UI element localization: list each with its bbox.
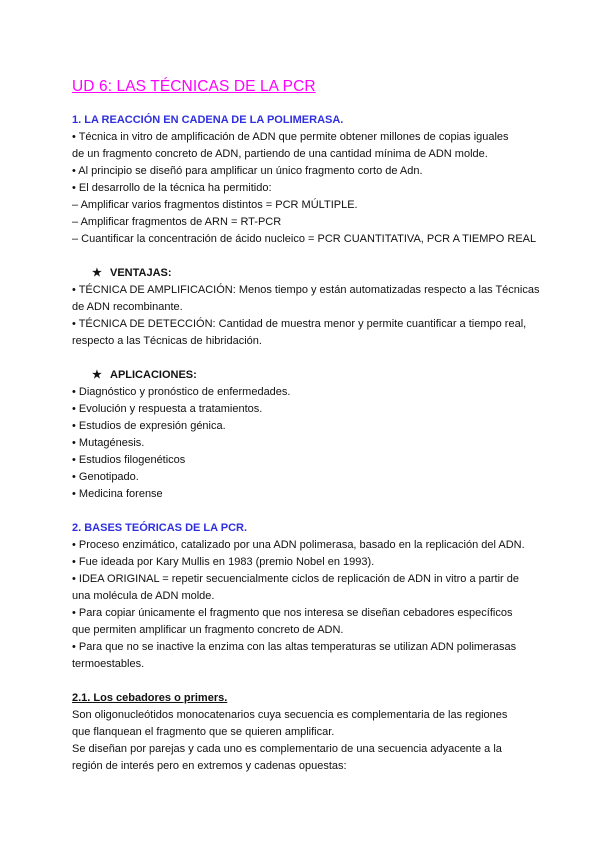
section-2-1-heading: 2.1. Los cebadores o primers.	[72, 692, 228, 704]
aplicaciones-heading-text: APLICACIONES:	[110, 369, 197, 381]
section-1-heading: 1. LA REACCIÓN EN CADENA DE LA POLIMERASA.	[72, 114, 344, 126]
section-2-line-6: • Para que no se inactive la enzima con las altas temperaturas se utilizan ADN polimerasas	[72, 641, 517, 653]
section-1-line-2: • Al principio se diseñó para amplificar un único fragmento corto de Adn.	[72, 165, 423, 177]
section-2-line-1: • Fue ideada por Kary Mullis en 1983 (premio Nobel en 1993).	[72, 556, 375, 568]
section-2-1-line-2: Se diseñan por parejas y cada uno es complementario de una secuencia adyacente a la	[72, 743, 502, 755]
section-2-1-line-3: región de interés pero en extremos y cadenas opuestas:	[72, 760, 347, 772]
ventajas-line-1: de ADN recombinante.	[72, 301, 183, 313]
section-2-line-5: que permiten amplificar un fragmento concreto de ADN.	[72, 624, 344, 636]
ventajas-heading	[92, 266, 172, 280]
section-1-line-1: de un fragmento concreto de ADN, partiendo de una cantidad mínima de ADN molde.	[72, 148, 488, 160]
star-icon: ★	[92, 267, 102, 279]
section-2-line-4: • Para copiar únicamente el fragmento que nos interesa se diseñan cebadores específicos	[72, 607, 513, 619]
aplicaciones-heading	[92, 368, 197, 382]
ventajas-line-3: respecto a las Técnicas de hibridación.	[72, 335, 262, 347]
section-1-line-0: • Técnica in vitro de amplificación de ADN que permite obtener millones de copias iguales	[72, 131, 509, 143]
star-icon: ★	[92, 369, 102, 381]
section-2-heading: 2. BASES TEÓRICAS DE LA PCR.	[72, 522, 248, 534]
aplicaciones-line-6: • Medicina forense	[72, 488, 163, 500]
section-2-line-7: termoestables.	[72, 658, 145, 670]
section-2-line-0: • Proceso enzimático, catalizado por una ADN polimerasa, basado en la replicación del ADN.	[72, 539, 525, 551]
ventajas-line-0: • TÉCNICA DE AMPLIFICACIÓN: Menos tiempo y están automatizadas respecto a las Técnicas	[72, 284, 540, 296]
ventajas-line-2: • TÉCNICA DE DETECCIÓN: Cantidad de muestra menor y permite cuantificar a tiempo real,	[72, 318, 527, 330]
section-1-line-6: – Cuantificar la concentración de ácido nucleico = PCR CUANTITATIVA, PCR A TIEMPO REAL	[72, 233, 537, 245]
aplicaciones-line-1: • Evolución y respuesta a tratamientos.	[72, 403, 263, 415]
section-2-line-2: • IDEA ORIGINAL = repetir secuencialmente ciclos de replicación de ADN in vitro a partir de	[72, 573, 520, 585]
ventajas-heading-text: VENTAJAS:	[110, 267, 172, 279]
aplicaciones-line-0: • Diagnóstico y pronóstico de enfermedades.	[72, 386, 291, 398]
section-1-line-4: – Amplificar varios fragmentos distintos = PCR MÚLTIPLE.	[72, 199, 358, 211]
aplicaciones-line-4: • Estudios filogenéticos	[72, 454, 186, 466]
section-2-1-line-0: Son oligonucleótidos monocatenarios cuya secuencia es complementaria de las regiones	[72, 709, 508, 721]
aplicaciones-line-2: • Estudios de expresión génica.	[72, 420, 226, 432]
aplicaciones-line-5: • Genotipado.	[72, 471, 139, 483]
aplicaciones-line-3: • Mutagénesis.	[72, 437, 145, 449]
section-2-line-3: una molécula de ADN molde.	[72, 590, 215, 602]
section-2-1-line-1: que flanquean el fragmento que se quieren amplificar.	[72, 726, 335, 738]
page-title: UD 6: LAS TÉCNICAS DE LA PCR	[72, 78, 316, 95]
section-1-line-5: – Amplificar fragmentos de ARN = RT-PCR	[72, 216, 282, 228]
section-1-line-3: • El desarrollo de la técnica ha permitido:	[72, 182, 272, 194]
